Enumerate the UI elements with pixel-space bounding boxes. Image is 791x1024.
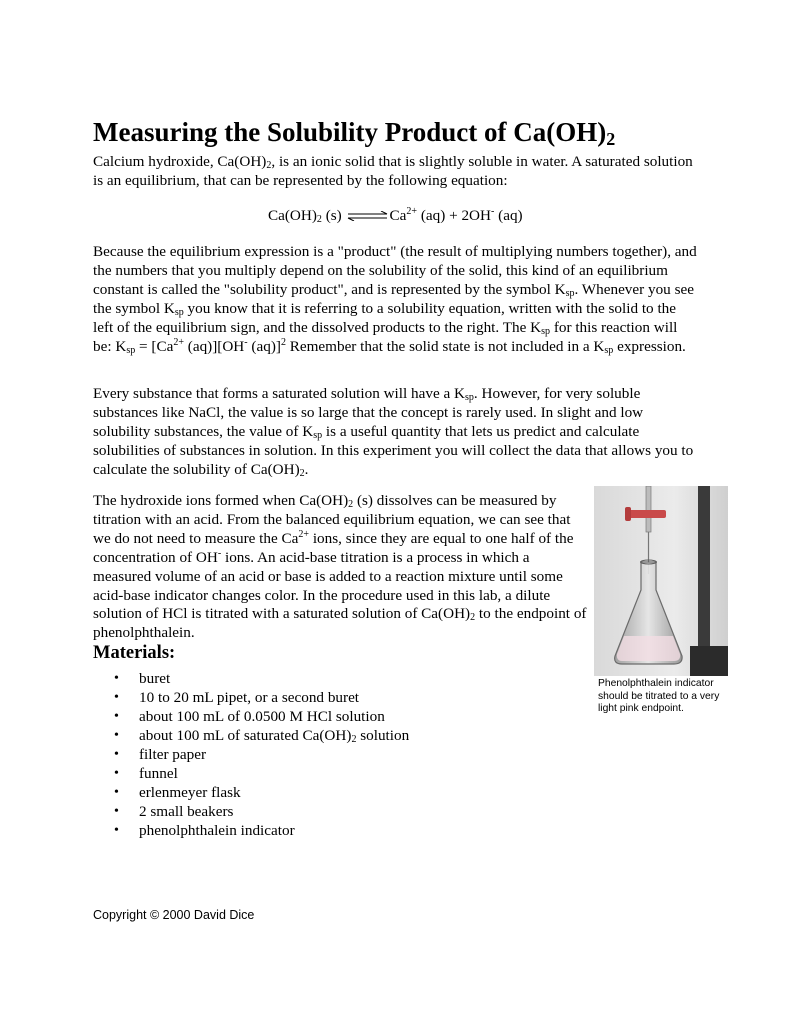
copyright-notice: Copyright © 2000 David Dice — [93, 908, 255, 922]
list-item: • about 100 mL of saturated $Ca(OH)_2$ solution — [114, 727, 410, 745]
list-item: • 10 to 20 mL pipet, or a second buret — [114, 689, 360, 706]
materials-heading: Materials: — [93, 643, 176, 663]
materials-list — [114, 669, 409, 840]
figure-caption: Phenolphthalein indicator should be titrated to a very light pink endpoint. — [598, 678, 720, 714]
list-item: • erlenmeyer flask — [114, 784, 241, 801]
list-item: • filter paper — [114, 746, 207, 763]
equilibrium-arrow-icon — [347, 207, 389, 227]
intro-paragraph: Calcium hydroxide, $Ca(OH)_2$, is an ionic solid that is slightly soluble in water. A saturated solution is an equilibrium, that can be represented by the following equation: — [93, 153, 693, 189]
titration-flask-photo — [594, 486, 728, 676]
list-item: • about 100 mL of 0.0500 M HCl solution — [114, 708, 385, 725]
list-item: • 2 small beakers — [114, 803, 234, 820]
hydroxide-paragraph: The hydroxide ions formed when $Ca(OH)_2$ (s) dissolves can be measured by titration with an acid. From the balanced equilibrium equation, we can see that we do not need to measure the $Ca^{2+}$ ions, since they are equal to one half of the concentration of OH- ions. An acid-base titration is a process in which a measured volume of an acid or base is added to a reaction mixture until some acid-base indicator changes color. In the procedure used in this lab, a dilute solution of HCl is titrated with a saturated solution of $Ca(OH)_2$ to the endpoint of phenolphthalein. — [93, 492, 587, 642]
list-item: • phenolphthalein indicator — [114, 822, 295, 839]
equilibrium-equation: $Ca(OH)_2$ (s) $Ca^{2+}$ (aq) + 2OH- (aq) — [268, 206, 523, 225]
ksp-paragraph: Because the equilibrium expression is a "product" (the result of multiplying numbers together), and the numbers that you multiply depend on the solubility of the solid, this kind of an equilibrium constant is called the "solubility product", and is represented by the symbol $K_{sp}$. Whenever you see the symbol $K_{sp}$ you know that it is referring to a solubility equation, written with the solid to the left of the equilibrium sign, and the dissolved products to the right. The $K_{sp}$ for this reaction will be: $K_{sp} = [Ca^{2+}$ (aq)][OH- (aq)]$^2$ Remember that the solid state is not included in a $K_{sp}$ expression. — [93, 243, 697, 356]
title-subscript: 2 — [606, 129, 616, 149]
page-title: Measuring the Solubility Product of $Ca(OH)_2$ — [93, 117, 616, 149]
list-item: • funnel — [114, 765, 178, 782]
list-item: • buret — [114, 670, 171, 687]
every-substance-paragraph: Every substance that forms a saturated solution will have a $K_{sp}$. However, for very soluble substances like NaCl, the value is so large that the concept is rarely used. In slight and low solubility substances, the value of $K_{sp}$ is a useful quantity that lets us predict and calculate solubilities of substances in solution. In this experiment you will collect the data that allows you to calculate the solubility of $Ca(OH)_2$. — [93, 385, 694, 479]
